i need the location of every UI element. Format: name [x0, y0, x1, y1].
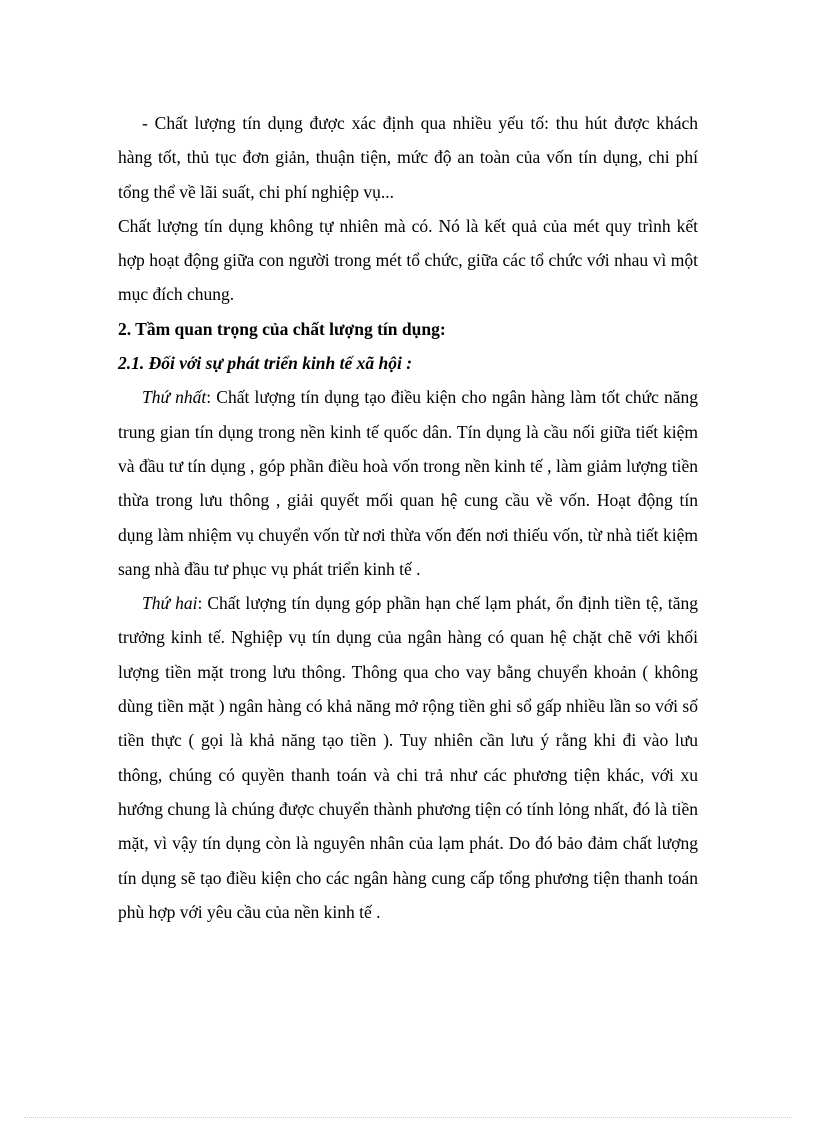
first-point-text: : Chất lượng tín dụng tạo điều kiện cho ngân hàng làm tốt chức năng trung gian tín dụng trong nền kinh tế quốc dân. Tín dụng là cầu nối giữa tiết kiệm và đầu tư tín dụng , góp phần điều hoà vốn trong nền kinh tế , làm giảm lượng tiền thừa trong lưu thông , giải quyết mối quan hệ cung cầu về vốn. Hoạt động tín dụng làm nhiệm vụ chuyển vốn từ nơi thừa vốn đến nơi thiếu vốn, từ nhà tiết kiệm sang nhà đầu tư phục vụ phát triển kinh tế .: [118, 387, 699, 579]
paragraph-first-point: [118, 380, 698, 586]
section-heading-2: 2. Tầm quan trọng của chất lượng tín dụng:: [118, 318, 446, 339]
page-bottom-border: [24, 1117, 792, 1118]
paragraph-second-point: [118, 586, 698, 929]
second-point-label: Thứ hai: [142, 593, 198, 614]
section-heading-2-1: 2.1. Đối với sự phát triển kinh tế xã hội :: [118, 353, 413, 374]
second-point-text: : Chất lượng tín dụng góp phần hạn chế lạm phát, ổn định tiền tệ, tăng trưởng kinh tế. Nghiệp vụ tín dụng của ngân hàng có quan hệ chặt chẽ với khối lượng tiền mặt trong lưu thông. Thông qua cho vay bằng chuyển khoản ( không dùng tiền mặt ) ngân hàng có khả năng mở rộng tiền ghi sổ gấp nhiều lần so với số tiền thực ( gọi là khả năng tạo tiền ). Tuy nhiên cần lưu ý rằng khi đi vào lưu thông, chúng có quyền thanh toán và chi trả như các phương tiện khác, với xu hướng chung là chúng được chuyển thành phương tiện có tính lỏng nhất, đó là tiền mặt, vì vậy tín dụng còn là nguyên nhân của lạm phát. Do đó bảo đảm chất lượng tín dụng sẽ tạo điều kiện cho các ngân hàng cung cấp tổng phương tiện thanh toán phù hợp với yêu cầu của nền kinh tế .: [118, 593, 699, 922]
document-page: [118, 106, 698, 929]
paragraph-quality-origin: Chất lượng tín dụng không tự nhiên mà có. Nó là kết quả của mét quy trình kết hợp hoạt động giữa con người trong mét tổ chức, giữa các tổ chức với nhau vì một mục đích chung.: [118, 215, 698, 305]
paragraph-quality-factors: - Chất lượng tín dụng được xác định qua nhiều yếu tố: thu hút được khách hàng tốt, thủ tục đơn giản, thuận tiện, mức độ an toàn của vốn tín dụng, chi phí tổng thể về lãi suất, chi phí nghiệp vụ...: [118, 113, 698, 202]
first-point-label: Thứ nhất: [142, 387, 207, 408]
